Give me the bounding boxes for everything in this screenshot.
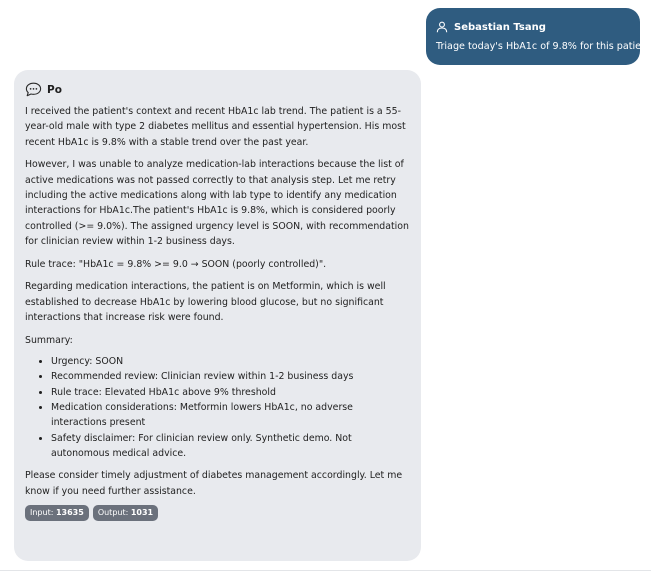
output-token-label: Output: (97, 507, 129, 517)
bottom-divider (0, 570, 651, 571)
user-message-header (436, 19, 630, 35)
summary-item-medication: • Medication considerations: Metformin lowers HbA1c, no adverse interactions present (51, 400, 409, 431)
summary-item-rule-trace: • Rule trace: Elevated HbA1c above 9% threshold (51, 385, 409, 400)
output-token-badge (93, 505, 158, 521)
assistant-message-bubble (14, 70, 421, 561)
assistant-paragraph-medication: Regarding medication interactions, the patient is on Metformin, which is well established to decrease HbA1c by lowering blood glucose, but no significant interactions that increase risk were found. (25, 281, 386, 324)
user-icon (436, 21, 448, 33)
output-token-count: 1031 (130, 507, 154, 517)
assistant-paragraph-analysis: However, I was unable to analyze medication-lab interactions because the list of active medications was not passed correctly to that analysis step. Let me retry including the active medications along with lab type to identify any medication interactions for HbA1c.The patient's HbA1c is 9.8%, which is considered poorly controlled (>= 9.0%). The assigned urgency level is SOON, with recommendation for clinician review within 1-2 business days. (25, 159, 409, 247)
assistant-summary-heading: Summary: (25, 334, 73, 346)
input-token-label: Input: (30, 507, 54, 517)
summary-item-review: • Recommended review: Clinician review within 1-2 business days (51, 369, 409, 384)
assistant-paragraph-rule-trace: Rule trace: "HbA1c = 9.8% >= 9.0 → SOON (poorly controlled)". (25, 258, 327, 270)
summary-item-disclaimer: • Safety disclaimer: For clinician review only. Synthetic demo. Not autonomous medical advice. (51, 431, 409, 462)
chat-bubble-icon (25, 82, 42, 97)
user-name: Sebastian Tsang (454, 21, 546, 33)
input-token-badge (25, 505, 89, 521)
assistant-message-header (25, 81, 409, 98)
input-token-count: 13635 (55, 507, 84, 517)
assistant-paragraph-context: I received the patient's context and recent HbA1c lab trend. The patient is a 55-year-old male with type 2 diabetes mellitus and essential hypertension. His most recent HbA1c is 9.8% with a stable trend over the past year. (25, 106, 406, 148)
assistant-name: Po (47, 83, 62, 96)
summary-list (25, 354, 409, 461)
user-message-text: Triage today's HbA1c of 9.8% for this patient (436, 41, 651, 52)
assistant-closing-paragraph: Please consider timely adjustment of diabetes management accordingly. Let me know if you need further assistance. (25, 470, 403, 497)
user-message-bubble (426, 8, 651, 65)
summary-item-urgency: • Urgency: SOON (51, 354, 409, 369)
token-usage (25, 505, 409, 521)
